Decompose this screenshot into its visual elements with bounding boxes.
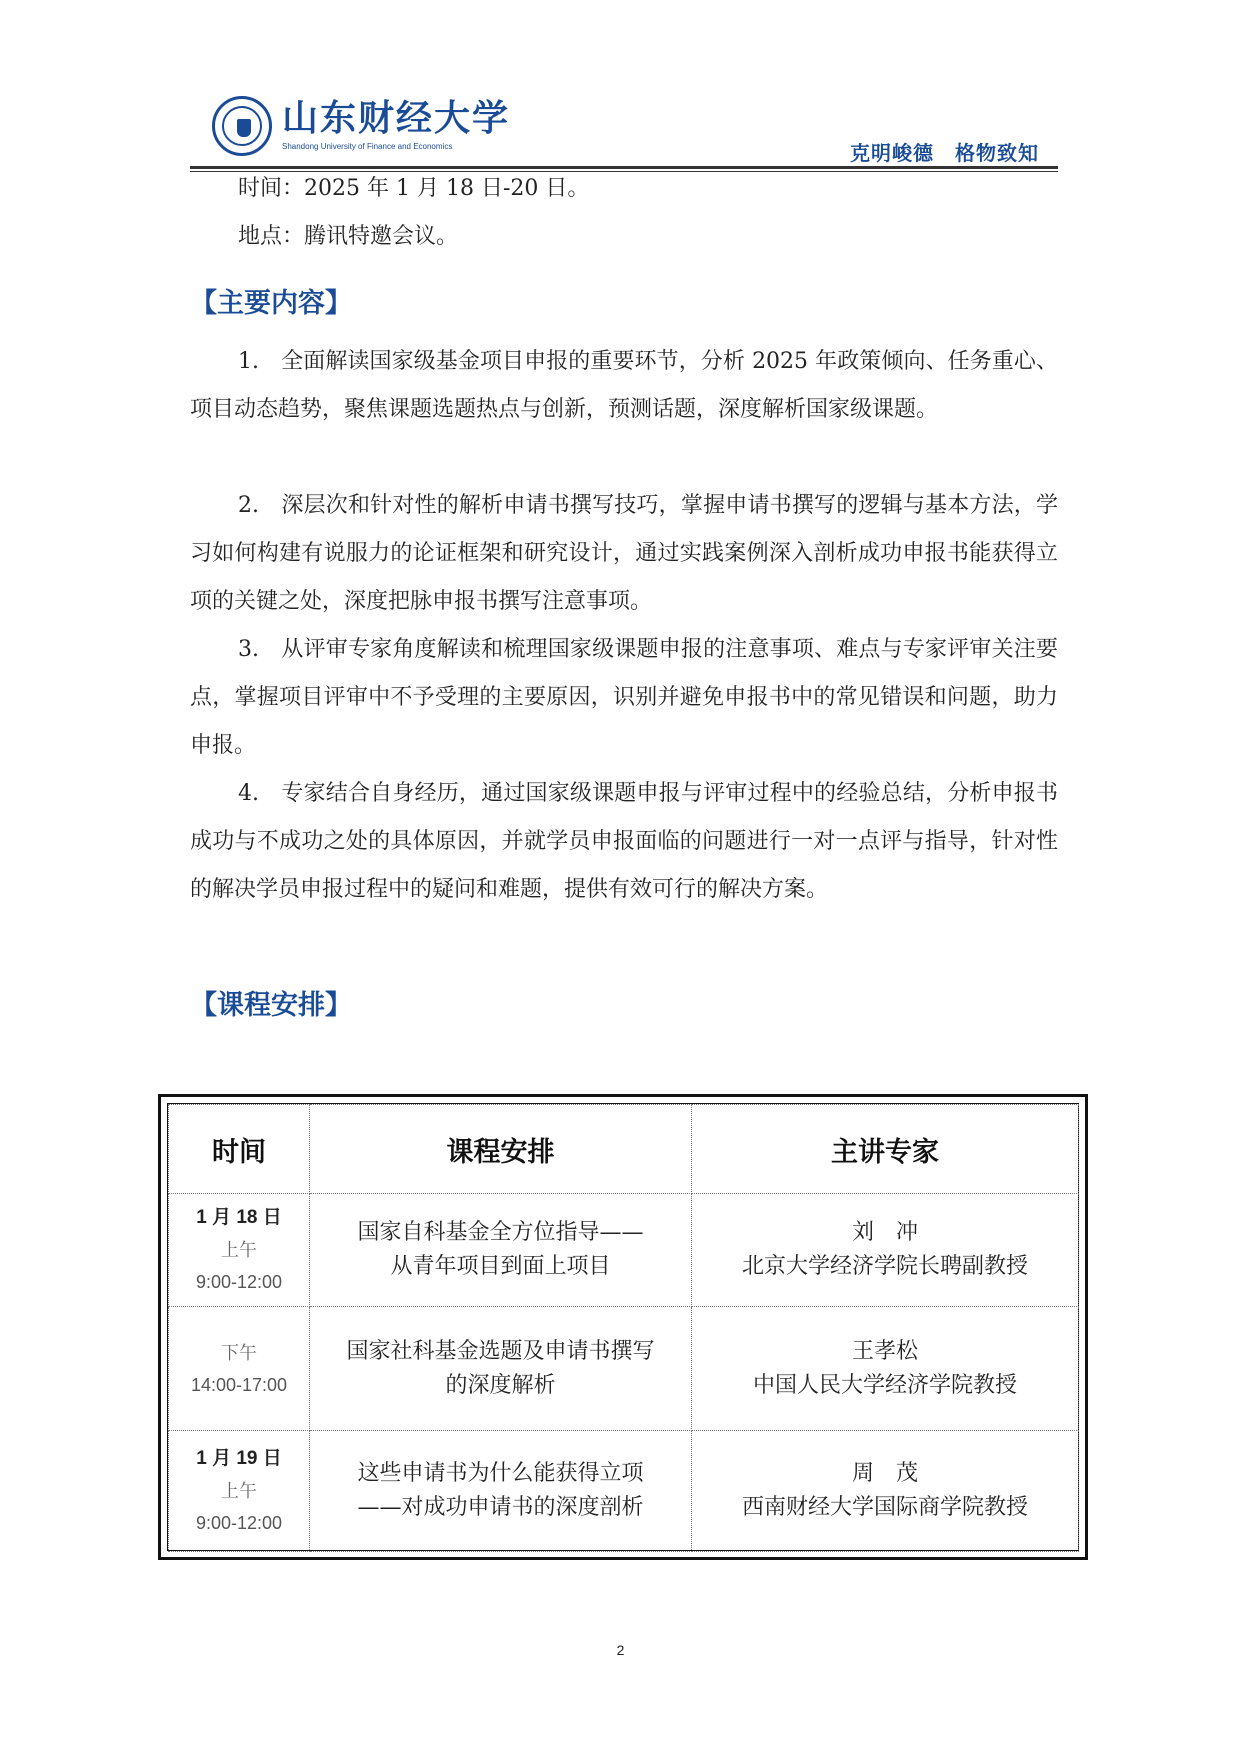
course-line: 从青年项目到面上项目 xyxy=(390,1254,611,1279)
session-date: 1 月 18 日 xyxy=(196,1207,282,1228)
table-row xyxy=(169,1307,1079,1431)
expert-name: 王孝松 xyxy=(851,1338,918,1364)
course-line: 国家自科基金全方位指导—— xyxy=(357,1220,644,1245)
schedule-heading: 【课程安排】 xyxy=(190,990,352,1021)
course-line: 的深度解析 xyxy=(445,1372,556,1398)
header-time: 时间 xyxy=(169,1105,310,1194)
table-row xyxy=(169,1194,1079,1307)
expert-cell xyxy=(692,1194,1079,1307)
session-hours: 14:00-17:00 xyxy=(190,1374,288,1395)
session-hours: 9:00-12:00 xyxy=(195,1272,283,1292)
header-divider xyxy=(190,166,1058,169)
university-seal-icon xyxy=(212,96,272,156)
time-cell xyxy=(169,1431,310,1552)
schedule-table xyxy=(168,1104,1079,1552)
session-date: 1 月 19 日 xyxy=(196,1448,282,1469)
course-cell xyxy=(310,1431,692,1552)
content-item-2: 2. 深层次和针对性的解析申请书撰写技巧，掌握申请书撰写的逻辑与基本方法，学习如何构建有说服力的论证框架和研究设计，通过实践案例深入剖析成功申报书能获得立项的关键之处，深度把脉申报书撰写注意事项。 xyxy=(190,493,1058,614)
content-item-1: 1. 全面解读国家级基金项目申报的重要环节，分析 2025 年政策倾向、任务重心、项目动态趋势，聚焦课题选题热点与创新，预测话题，深度解析国家级课题。 xyxy=(190,349,1058,422)
header-divider-thin xyxy=(190,171,1058,172)
content-item-4: 4. 专家结合自身经历，通过国家级课题申报与评审过程中的经验总结，分析申报书成功与不成功之处的具体原因，并就学员申报面临的问题进行一对一点评与指导，针对性的解决学员申报过程中的疑问和难题，提供有效可行的解决方案。 xyxy=(190,781,1058,902)
course-cell xyxy=(310,1307,692,1431)
logo-chinese-name: 山东财经大学 xyxy=(282,97,511,139)
header-expert: 主讲专家 xyxy=(692,1105,1079,1194)
expert-name: 周 茂 xyxy=(851,1461,918,1486)
session-period: 上午 xyxy=(221,1240,257,1260)
table-row xyxy=(169,1431,1079,1552)
expert-title: 北京大学经济学院长聘副教授 xyxy=(741,1254,1028,1279)
schedule-table-frame xyxy=(158,1094,1088,1560)
session-hours: 9:00-12:00 xyxy=(195,1513,283,1533)
session-period: 上午 xyxy=(221,1481,257,1501)
course-line: ——对成功申请书的深度剖析 xyxy=(357,1495,644,1520)
session-period: 下午 xyxy=(221,1342,257,1363)
university-logo xyxy=(212,96,511,160)
meeting-place: 地点：腾讯特邀会议。 xyxy=(238,224,459,249)
main-content-heading: 【主要内容】 xyxy=(190,288,352,319)
time-cell xyxy=(169,1307,310,1431)
course-cell xyxy=(310,1194,692,1307)
university-motto: 克明峻德 格物致知 xyxy=(850,141,1039,165)
expert-title: 中国人民大学经济学院教授 xyxy=(752,1372,1017,1398)
expert-cell xyxy=(692,1431,1079,1552)
course-line: 这些申请书为什么能获得立项 xyxy=(357,1461,644,1486)
page-number: 2 xyxy=(616,1642,625,1658)
expert-name: 刘 冲 xyxy=(851,1220,918,1245)
time-cell xyxy=(169,1194,310,1307)
header-course: 课程安排 xyxy=(310,1105,692,1194)
meeting-time: 时间：2025 年 1 月 18 日-20 日。 xyxy=(238,176,590,201)
expert-cell xyxy=(692,1307,1079,1431)
expert-title: 西南财经大学国际商学院教授 xyxy=(741,1495,1028,1520)
content-item-3: 3. 从评审专家角度解读和梳理国家级课题申报的注意事项、难点与专家评审关注要点，掌握项目评审中不予受理的主要原因，识别并避免申报书中的常见错误和问题，助力申报。 xyxy=(190,637,1058,758)
course-line: 国家社科基金选题及申请书撰写 xyxy=(346,1338,655,1364)
table-header-row xyxy=(169,1105,1079,1194)
logo-english-name: Shandong University of Finance and Economics xyxy=(282,142,453,151)
